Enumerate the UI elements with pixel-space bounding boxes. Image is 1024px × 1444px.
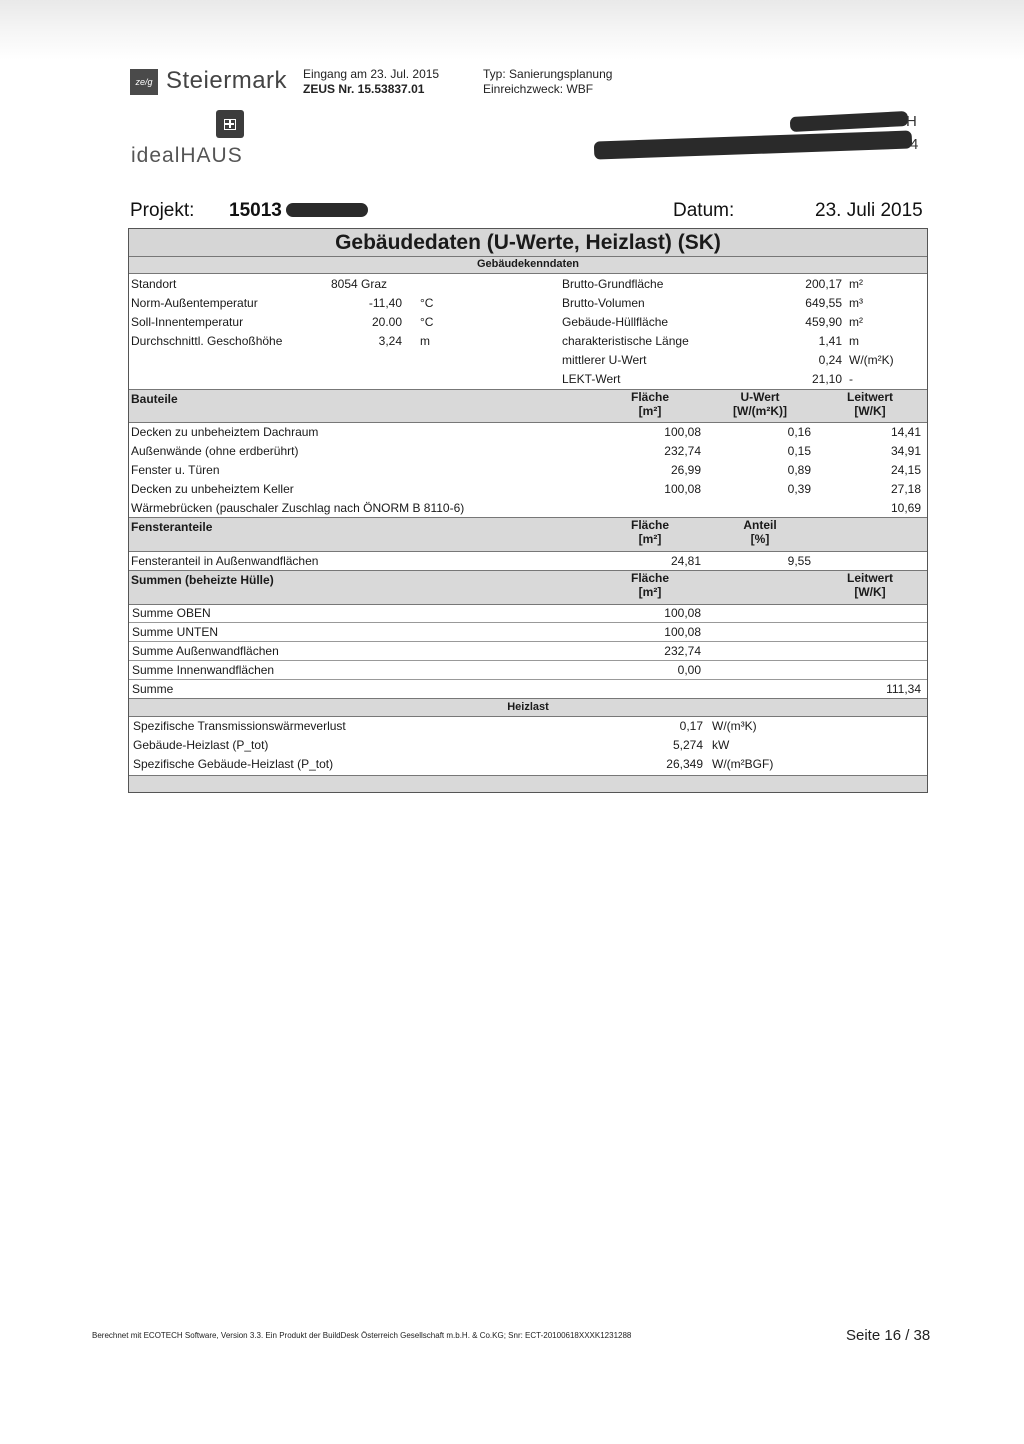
kenndaten-title: Gebäudekenndaten — [129, 257, 927, 273]
col-uwert-label: U-Wert — [740, 390, 780, 404]
kenndaten-label: Brutto-Volumen — [562, 296, 645, 310]
redaction-mark — [790, 111, 909, 132]
bauteil-leitwert: 27,18 — [890, 482, 921, 496]
col-flaeche-unit: [m²] — [638, 532, 662, 546]
heizlast-name: Gebäude-Heizlast (P_tot) — [133, 738, 269, 752]
col-uwert-unit: [W/(m²K)] — [733, 404, 787, 418]
scan-shading — [0, 0, 1024, 60]
company-name-fragment: H — [906, 113, 917, 130]
zeus-number: ZEUS Nr. 15.53837.01 — [303, 82, 425, 96]
page-number: Seite 16 / 38 — [846, 1327, 931, 1344]
col-leitwert — [820, 390, 920, 418]
kenndaten-label: Gebäude-Hüllfläche — [562, 315, 669, 329]
fenster-title: Fensteranteile — [131, 520, 213, 534]
kenndaten-label: Brutto-Grundfläche — [562, 277, 664, 291]
summe-name: Summe Außenwandflächen — [132, 644, 279, 658]
kenndaten-unit: W/(m²K) — [849, 353, 894, 367]
bauteil-flaeche: 232,74 — [664, 444, 701, 458]
bauteil-leitwert: 24,15 — [890, 463, 921, 477]
kenndaten-label: Norm-Außentemperatur — [131, 296, 258, 310]
heizlast-name: Spezifische Transmissionswärmeverlust — [133, 719, 346, 733]
bauteil-uwert: 0,16 — [787, 425, 811, 439]
kenndaten-label: LEKT-Wert — [562, 372, 621, 386]
summe-leitwert: 111,34 — [886, 682, 921, 696]
datum-label: Datum: — [673, 200, 735, 221]
kenndaten-unit: m² — [849, 315, 863, 329]
footer-text: Berechnet mit ECOTECH Software, Version 3.3. Ein Produkt der BuildDesk Österreich Gesellschaft m.b.H. & Co.KG; Snr: ECT-20100618XXXK1231288 — [92, 1331, 632, 1340]
kenndaten-value: 459,90 — [805, 315, 842, 329]
kenndaten-unit: m² — [849, 277, 863, 291]
heizlast-value: 26,349 — [666, 757, 703, 771]
summe-flaeche: 232,74 — [664, 644, 701, 658]
col-anteil — [710, 518, 810, 546]
bauteil-name: Außenwände (ohne erdberührt) — [131, 444, 299, 458]
eingang-info — [303, 67, 439, 97]
summe-name: Summe — [132, 682, 174, 696]
kenndaten-unit: m — [420, 334, 430, 348]
typ-info — [483, 67, 612, 97]
bauteil-flaeche: 100,08 — [664, 482, 701, 496]
company-address-fragment: 4 — [910, 136, 919, 153]
kenndaten-unit: m — [849, 334, 859, 348]
fenster-anteil: 9,55 — [787, 554, 811, 568]
bauteil-leitwert: 10,69 — [890, 501, 921, 515]
heizlast-value: 0,17 — [679, 719, 703, 733]
bauteil-name: Wärmebrücken (pauschaler Zuschlag nach ÖNORM B 8110-6) — [131, 501, 465, 515]
bauteil-flaeche: 100,08 — [664, 425, 701, 439]
summe-flaeche: 100,08 — [664, 625, 701, 639]
idealhaus-logo: idealHAUS — [131, 144, 243, 167]
bauteil-name: Fenster u. Türen — [131, 463, 220, 477]
divider — [129, 273, 927, 274]
typ-label: Typ: Sanierungsplanung — [483, 67, 613, 81]
redaction-mark — [286, 203, 368, 217]
bauteil-uwert: 0,89 — [787, 463, 811, 477]
kenndaten-value: 1,41 — [818, 334, 842, 348]
window-icon — [216, 110, 244, 138]
divider — [129, 604, 927, 605]
heizlast-unit: W/(m³K) — [712, 719, 757, 733]
kenndaten-label: Soll-Innentemperatur — [131, 315, 244, 329]
kenndaten-label: Durchschnittl. Geschoßhöhe — [131, 334, 283, 348]
projekt-number: 15013 — [229, 200, 282, 221]
col-leitwert — [820, 571, 920, 599]
col-uwert — [710, 390, 810, 418]
kenndaten-value: 8054 Graz — [331, 277, 388, 291]
eingang-date: Eingang am 23. Jul. 2015 — [303, 67, 440, 81]
heizlast-title: Heizlast — [129, 699, 927, 716]
bauteil-leitwert: 34,91 — [890, 444, 921, 458]
divider — [129, 622, 927, 623]
datum-value: 23. Juli 2015 — [815, 200, 923, 221]
kenndaten-unit: m³ — [849, 296, 863, 310]
col-leitwert-label: Leitwert — [846, 390, 893, 404]
bauteil-uwert: 0,15 — [787, 444, 811, 458]
kenndaten-value: 0,24 — [818, 353, 842, 367]
kenndaten-unit: - — [849, 372, 853, 386]
col-flaeche-label: Fläche — [630, 390, 669, 404]
col-flaeche-unit: [m²] — [638, 585, 662, 599]
kenndaten-value: 20.00 — [371, 315, 402, 329]
col-leitwert-label: Leitwert — [846, 571, 893, 585]
bauteil-uwert: 0,39 — [787, 482, 811, 496]
col-flaeche-unit: [m²] — [638, 404, 662, 418]
col-leitwert-unit: [W/K] — [854, 404, 886, 418]
kenndaten-value: 200,17 — [805, 277, 842, 291]
steiermark-logo-mark: ze/g — [130, 69, 158, 95]
col-flaeche — [600, 390, 700, 418]
summe-flaeche: 100,08 — [664, 606, 701, 620]
bauteil-name: Decken zu unbeheiztem Keller — [131, 482, 294, 496]
kenndaten-label: mittlerer U-Wert — [562, 353, 647, 367]
fenster-name: Fensteranteil in Außenwandflächen — [131, 554, 319, 568]
kenndaten-label: Standort — [131, 277, 177, 291]
bauteile-title: Bauteile — [131, 392, 178, 406]
bauteil-flaeche: 26,99 — [670, 463, 701, 477]
summe-name: Summe UNTEN — [132, 625, 219, 639]
fenster-flaeche: 24,81 — [670, 554, 701, 568]
summe-name: Summe Innenwandflächen — [132, 663, 275, 677]
col-flaeche-label: Fläche — [630, 571, 669, 585]
summen-title: Summen (beheizte Hülle) — [131, 573, 274, 587]
col-flaeche-label: Fläche — [630, 518, 669, 532]
heizlast-unit: W/(m²BGF) — [712, 757, 774, 771]
redaction-mark — [594, 130, 912, 159]
col-flaeche — [600, 518, 700, 546]
kenndaten-unit: °C — [420, 315, 434, 329]
kenndaten-value: 21,10 — [811, 372, 842, 386]
table-title: Gebäudedaten (U-Werte, Heizlast) (SK) — [129, 229, 927, 256]
kenndaten-label: charakteristische Länge — [562, 334, 689, 348]
table-footer-band — [129, 776, 927, 792]
col-flaeche — [600, 571, 700, 599]
col-leitwert-unit: [W/K] — [854, 585, 886, 599]
kenndaten-value: 649,55 — [805, 296, 842, 310]
bauteil-name: Decken zu unbeheiztem Dachraum — [131, 425, 319, 439]
bauteil-leitwert: 14,41 — [890, 425, 921, 439]
kenndaten-value: 3,24 — [378, 334, 402, 348]
kenndaten-value: -11,40 — [368, 296, 402, 310]
einreichzweck-label: Einreichzweck: WBF — [483, 82, 594, 96]
summe-flaeche: 0,00 — [677, 663, 701, 677]
divider — [129, 679, 927, 680]
kenndaten-unit: °C — [420, 296, 434, 310]
col-anteil-unit: [%] — [750, 532, 770, 546]
projekt-label: Projekt: — [130, 200, 195, 221]
col-anteil-label: Anteil — [743, 518, 777, 532]
heizlast-unit: kW — [712, 738, 730, 752]
summe-name: Summe OBEN — [132, 606, 211, 620]
heizlast-name: Spezifische Gebäude-Heizlast (P_tot) — [133, 757, 334, 771]
heizlast-value: 5,274 — [672, 738, 703, 752]
steiermark-logo-text: Steiermark — [166, 67, 288, 94]
